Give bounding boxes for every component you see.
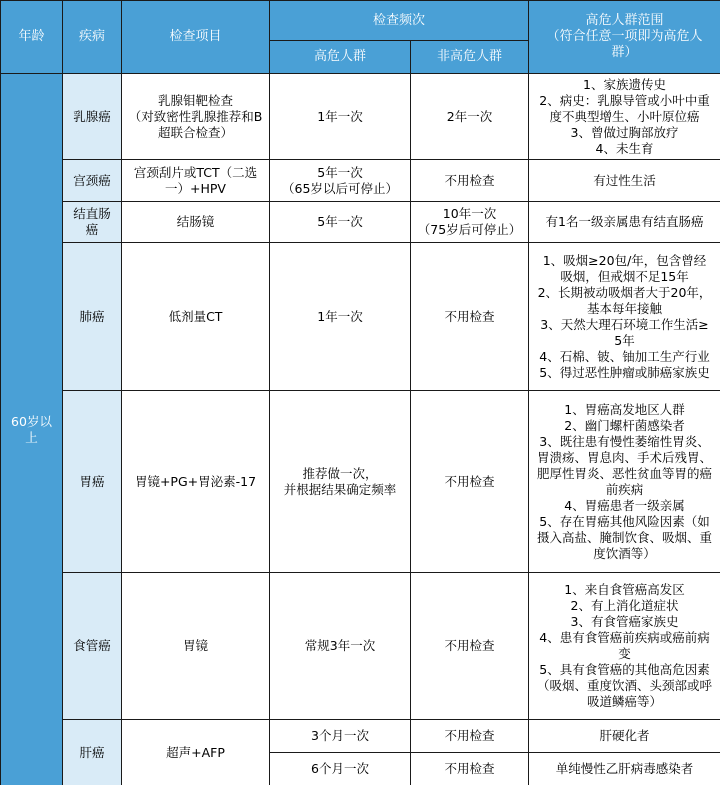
header-criteria-line: 群） [611,45,638,60]
criteria-line: 胃溃疡、胃息肉、手术后残胃、 [537,449,713,465]
criteria-line: 2、有上消化道症状 [570,598,679,613]
criteria-line: 吸烟，但戒烟不足15年 [560,268,689,284]
criteria-esophageal [529,573,720,720]
criteria-line: 2、病史：乳腺导管或小叶中重 [539,92,710,108]
criteria-line: 1、来自食管癌高发区 [564,582,685,597]
criteria-line: 1、家族遗传史 [583,76,666,92]
disease-colorectal [63,202,122,243]
criteria-line: 5、存在胃癌其他风险因素（如 [539,513,710,529]
disease-line: 结直肠 [73,206,111,221]
item-line: 一）+HPV [165,180,226,196]
criteria-line: 2、幽门螺杆菌感染者 [564,417,685,433]
criteria-line: （吸烟、重度饮酒、头颈部或呼 [537,678,713,693]
header-criteria-line: （符合任意一项即为高危人 [546,29,703,44]
criteria-line: 4、未生育 [595,140,654,156]
high-risk-freq-gastric [270,391,411,573]
criteria-line: 1、胃癌高发地区人群 [564,401,685,417]
non-high-risk-freq-esophageal: 不用检查 [411,573,529,720]
high-risk-freq-breast: 1年一次 [270,74,411,160]
item-esophageal: 胃镜 [122,573,270,720]
header-age: 年龄 [1,1,63,74]
disease-breast: 乳腺癌 [63,74,122,160]
header-criteria-line: 高危人群范围 [585,13,664,28]
non-high-risk-freq-cervical: 不用检查 [411,160,529,202]
item-colorectal: 结肠镜 [122,202,270,243]
disease-cervical: 宫颈癌 [63,160,122,202]
high-risk-freq-colorectal: 5年一次 [270,202,411,243]
criteria-line: 变 [618,646,631,661]
freq-line: 推荐做一次， [302,465,378,481]
criteria-line: 2、长期被动吸烟者大于20年， [537,284,712,300]
criteria-line: 4、患有食管癌前疾病或癌前病 [539,630,710,645]
non-high-risk-freq-breast: 2年一次 [411,74,529,160]
criteria-gastric [529,391,720,573]
age-group-line: 上 [25,429,38,445]
freq-line: 10年一次 [442,206,497,221]
criteria-line: 吸道鳞癌等） [587,694,663,709]
non-high-risk-freq-liver-1: 不用检查 [411,720,529,753]
criteria-breast [529,74,720,160]
non-high-risk-freq-colorectal [411,202,529,243]
item-cervical [122,160,270,202]
header-high-risk: 高危人群 [270,41,411,74]
header-disease: 疾病 [63,1,122,74]
disease-lung: 肺癌 [63,243,122,391]
high-risk-freq-esophageal: 常规3年一次 [270,573,411,720]
item-breast [122,74,270,160]
criteria-line: 1、吸烟≥20包/年，包含曾经 [542,252,707,268]
criteria-line: 度不典型增生、小叶原位癌 [549,108,700,124]
criteria-line: 肥厚性胃炎、恶性贫血等胃的癌 [537,465,713,481]
criteria-line: 3、有食管癌家族史 [570,614,679,629]
non-high-risk-freq-gastric: 不用检查 [411,391,529,573]
high-risk-freq-liver-2: 6个月一次 [270,753,411,785]
criteria-line: 4、胃癌患者一级亲属 [564,497,685,513]
header-frequency: 检查频次 [270,1,529,41]
non-high-risk-freq-lung: 不用检查 [411,243,529,391]
criteria-line: 前疾病 [605,481,644,497]
freq-line: （75岁后可停止） [417,222,522,237]
criteria-line: 3、既往患有慢性萎缩性胃炎、 [539,433,710,449]
disease-esophageal: 食管癌 [63,573,122,720]
item-line: （对致密性乳腺推荐和B [128,108,263,124]
criteria-line: 5年 [614,332,635,348]
age-group-line: 60岁以 [11,413,52,429]
non-high-risk-freq-liver-2: 不用检查 [411,753,529,785]
item-line: 超联合检查） [157,124,233,140]
criteria-line: 5、具有食管癌的其他高危因素 [539,662,710,677]
header-item: 检查项目 [122,1,270,74]
freq-line: 并根据结果确定频率 [283,481,397,497]
freq-line: （65岁以后可停止） [282,180,398,196]
criteria-liver-1: 肝硬化者 [529,720,720,753]
criteria-liver-2: 单纯慢性乙肝病毒感染者 [529,753,720,785]
age-group-cell [1,74,63,785]
criteria-cervical: 有过性生活 [529,160,720,202]
header-criteria [529,1,720,74]
item-liver: 超声+AFP [122,720,270,785]
header-non-high-risk: 非高危人群 [411,41,529,74]
item-lung: 低剂量CT [122,243,270,391]
criteria-line: 度饮酒等） [593,545,656,561]
criteria-line: 基本每年接触 [587,300,663,316]
freq-line: 5年一次 [317,164,363,180]
high-risk-freq-liver-1: 3个月一次 [270,720,411,753]
criteria-lung [529,243,720,391]
criteria-line: 3、天然大理石环境工作生活≥ [540,316,709,332]
item-line: 宫颈刮片或TCT（二选 [133,164,258,180]
disease-gastric: 胃癌 [63,391,122,573]
high-risk-freq-lung: 1年一次 [270,243,411,391]
criteria-line: 3、曾做过胸部放疗 [570,124,679,140]
criteria-line: 4、石棉、铍、铀加工生产行业 [539,348,710,364]
item-gastric: 胃镜+PG+胃泌素-17 [122,391,270,573]
criteria-line: 摄入高盐、腌制饮食、吸烟、重 [537,529,713,545]
disease-line: 癌 [85,222,99,237]
criteria-colorectal: 有1名一级亲属患有结直肠癌 [529,202,720,243]
item-line: 乳腺钼靶检查 [157,92,233,108]
disease-liver: 肝癌 [63,720,122,785]
high-risk-freq-cervical [270,160,411,202]
criteria-line: 5、得过恶性肿瘤或肺癌家族史 [539,364,710,380]
